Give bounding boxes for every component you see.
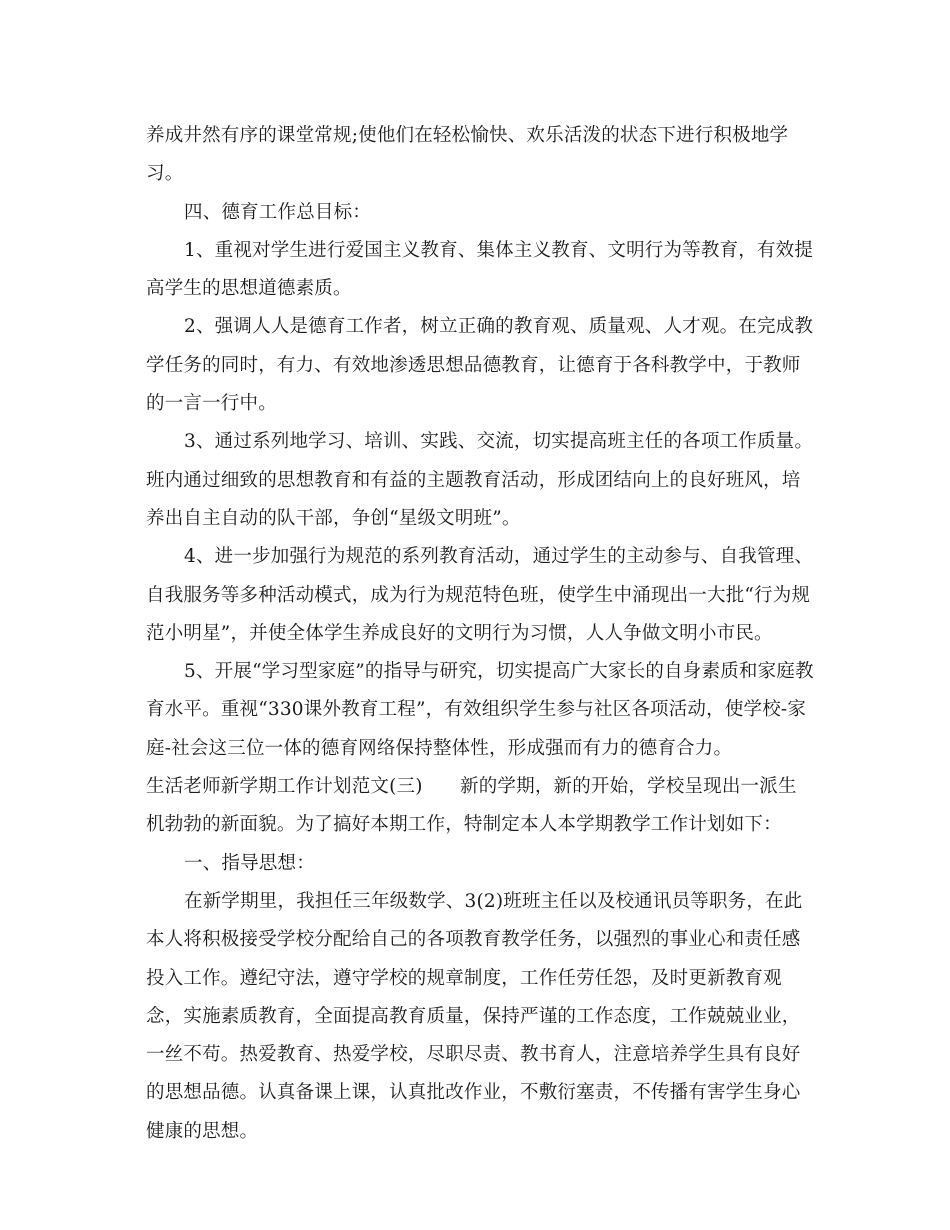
text-line: 庭-社会这三位一体的德育网络保持整体性，形成强而有力的德育合力。 (146, 737, 733, 759)
text-line: 养出自主自动的队干部，争创“星级文明班”。 (146, 507, 521, 529)
text-line: 生活老师新学期工作计划范文(三) 新的学期，新的开始，学校呈现出一派生 (146, 776, 797, 798)
text-line: 一丝不苟。热爱教育、热爱学校，尽职尽责、教书育人，注意培养学生具有良好 (146, 1044, 801, 1066)
text-line: 本人将积极接受学校分配给自己的各项教育教学任务，以强烈的事业心和责任感 (146, 929, 801, 951)
text-line: 四、德育工作总目标： (184, 201, 372, 223)
text-line: 养成井然有序的课堂常规;使他们在轻松愉快、欢乐活泼的状态下进行积极地学 (146, 125, 789, 146)
text-line: 1、重视对学生进行爱国主义教育、集体主义教育、文明行为等教育，有效提 (184, 239, 814, 261)
text-line: 育水平。重视“330课外教育工程”，有效组织学生参与社区各项活动，使学校-家 (146, 699, 807, 721)
text-line: 在新学期里，我担任三年级数学、3(2)班班主任以及校通讯员等职务，在此 (184, 890, 803, 912)
text-line: 学任务的同时，有力、有效地渗透思想品德教育，让德育于各科教学中，于教师 (146, 354, 801, 376)
text-line: 4、进一步加强行为规范的系列教育活动，通过学生的主动参与、自我管理、 (184, 546, 814, 568)
text-line: 一、指导思想： (184, 852, 315, 874)
text-line: 健康的思想。 (146, 1120, 259, 1142)
text-line: 自我服务等多种活动模式，成为行为规范特色班，使学生中涌现出一大批“行为规 (146, 584, 811, 606)
text-line: 机勃勃的新面貌。为了搞好本期工作，特制定本人本学期教学工作计划如下： (146, 814, 782, 836)
text-line: 2、强调人人是德育工作者，树立正确的教育观、质量观、人才观。在完成教 (184, 316, 814, 338)
text-line: 3、通过系列地学习、培训、实践、交流，切实提高班主任的各项工作质量。 (184, 431, 814, 453)
text-line: 班内通过细致的思想教育和有益的主题教育活动，形成团结向上的良好班风，培 (146, 469, 801, 491)
text-line: 5、开展“学习型家庭”的指导与研究，切实提高广大家长的自身素质和家庭教 (184, 661, 814, 683)
text-line: 投入工作。遵纪守法，遵守学校的规章制度，工作任劳任怨，及时更新教育观 (146, 967, 782, 989)
text-line: 习。 (146, 163, 184, 185)
document-body (146, 117, 814, 1151)
text-line: 高学生的思想道德素质。 (146, 278, 352, 300)
text-line: 范小明星”，并使全体学生养成良好的文明行为习惯，人人争做文明小市民。 (146, 622, 773, 644)
text-line: 的一言一行中。 (146, 393, 277, 415)
text-line: 的思想品德。认真备课上课，认真批改作业，不敷衍塞责，不传播有害学生身心 (146, 1082, 801, 1104)
text-line: 念，实施素质教育，全面提高教育质量，保持严谨的工作态度，工作兢兢业业， (146, 1005, 801, 1027)
